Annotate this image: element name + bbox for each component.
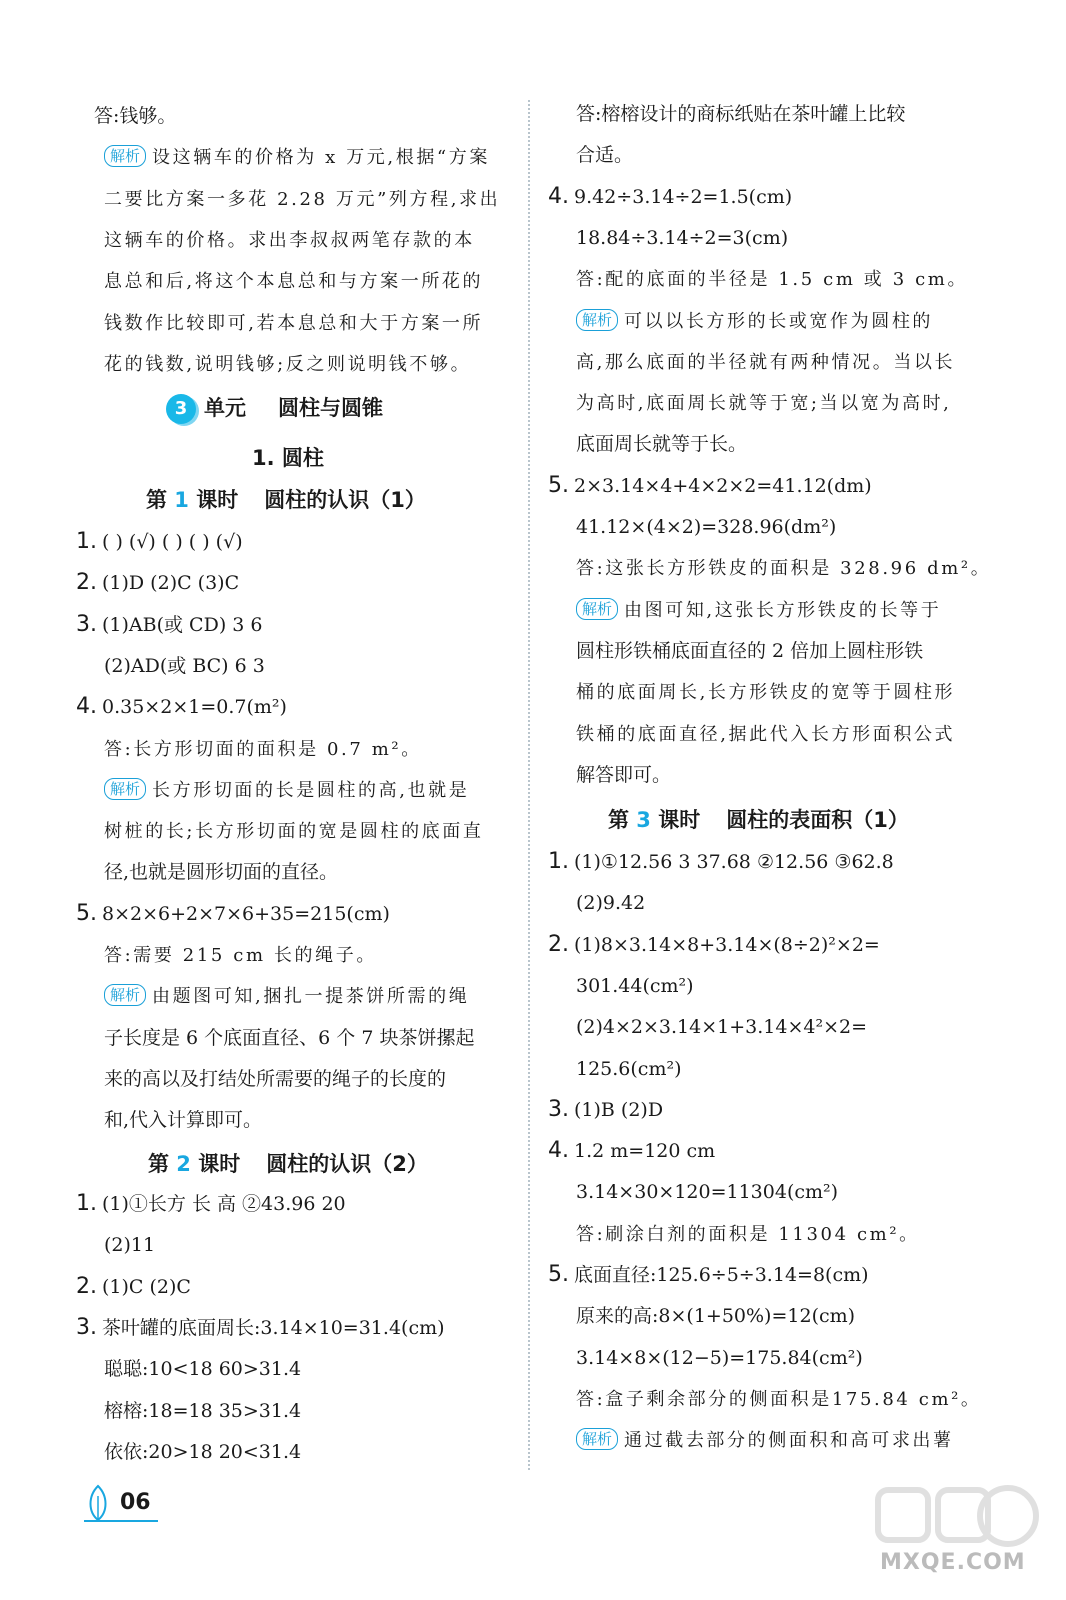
question-number: 3.: [548, 1096, 569, 1122]
line-text: 8×2×6+2×7×6+35=215(cm): [102, 902, 390, 925]
answer-line: [576, 1220, 920, 1248]
question-line: [548, 931, 880, 959]
lesson-title: 圆柱的表面积（1）: [726, 808, 909, 832]
question-number: 4.: [548, 183, 569, 209]
line-text: 依依:20>18 20<31.4: [104, 1440, 302, 1463]
question-line: [548, 848, 894, 876]
line-text: 桶的底面周长,长方形铁皮的宽等于圆柱形: [576, 682, 956, 704]
line-text: 2×3.14×4+4×2×2=41.12(dm): [574, 474, 872, 497]
lesson-number: 1: [167, 488, 197, 512]
question-line: [548, 1261, 869, 1289]
line-text: (1)8×3.14×8+3.14×(8÷2)²×2=: [574, 933, 880, 956]
question-number: 4.: [76, 694, 97, 720]
question-line: [548, 1096, 663, 1124]
question-line: [76, 611, 263, 639]
lesson-number: 2: [169, 1152, 199, 1176]
line-text: 榕榕:18=18 35>31.4: [104, 1399, 302, 1422]
analysis-tag: 解析: [104, 984, 146, 1006]
watermark-text: MXQE.COM: [880, 1550, 1026, 1575]
unit-number-badge: 3: [166, 394, 196, 424]
answer-line: [576, 1302, 855, 1330]
line-text: 答:刷涂白剂的面积是 11304 cm²。: [576, 1223, 920, 1245]
analysis-line: [104, 776, 469, 804]
answer-line: [576, 720, 955, 748]
answer-line: [576, 430, 747, 458]
answer-line: [576, 637, 923, 665]
answer-line: [104, 1438, 301, 1466]
line-text: 息总和后,将这个本息总和与方案一所花的: [104, 271, 484, 293]
page-number: 06: [120, 1490, 151, 1515]
answer-line: [576, 141, 633, 169]
line-text: (1)AB(或 CD) 3 6: [102, 613, 263, 636]
line-text: 0.35×2×1=0.7(m²): [102, 696, 287, 719]
question-number: 1.: [76, 1191, 97, 1216]
answer-line: [104, 858, 338, 886]
answer-line: [576, 348, 955, 376]
line-text: 3.14×30×120=11304(cm²): [576, 1181, 839, 1204]
question-line: [76, 900, 390, 928]
line-text: 茶叶罐的底面周长:3.14×10=31.4(cm): [102, 1316, 445, 1339]
line-text: 由图可知,这张长方形铁皮的长等于: [624, 599, 942, 621]
answer-line: [104, 1397, 301, 1425]
line-text: (2)4×2×3.14×1+3.14×4²×2=: [576, 1016, 868, 1039]
line-text: 聪聪:10<18 60>31.4: [104, 1358, 302, 1381]
line-text: (1)B (2)D: [574, 1098, 664, 1121]
lesson-heading-2: [148, 1148, 428, 1178]
question-number: 3.: [76, 1314, 97, 1340]
answer-line: [104, 1231, 155, 1259]
analysis-tag: 解析: [104, 145, 146, 167]
question-number: 2.: [76, 1273, 97, 1299]
answer-line: [576, 1178, 838, 1206]
answer-line: [576, 889, 645, 917]
line-text: 由题图可知,捆扎一提茶饼所需的绳: [152, 986, 470, 1008]
answer-line: [576, 100, 905, 128]
line-text: 9.42÷3.14÷2=1.5(cm): [574, 185, 793, 208]
answer-line: [104, 817, 483, 845]
answer-line: [94, 102, 176, 130]
lesson-suffix: 课时: [198, 1152, 241, 1176]
question-number: 3.: [76, 611, 97, 637]
line-text: (1)C (2)C: [102, 1275, 191, 1298]
line-text: 答:这张长方形铁皮的面积是 328.96 dm²。: [576, 558, 992, 580]
lesson-suffix: 课时: [196, 488, 239, 512]
line-text: 答:钱够。: [94, 105, 177, 127]
answer-line: [104, 1024, 474, 1052]
answer-line: [104, 309, 483, 337]
lesson-heading-1: [146, 484, 426, 514]
question-number: 5.: [76, 900, 97, 926]
line-text: 可以以长方形的长或宽作为圆柱的: [624, 310, 934, 332]
question-line: [548, 1137, 715, 1165]
line-text: 原来的高:8×(1+50%)=12(cm): [576, 1305, 856, 1328]
analysis-tag: 解析: [104, 778, 146, 800]
line-text: 答:榕榕设计的商标纸贴在茶叶罐上比较: [576, 103, 906, 125]
answer-line: [576, 678, 955, 706]
line-text: 径,也就是圆形切面的直径。: [104, 861, 339, 884]
answer-line: [576, 554, 991, 582]
question-line: [548, 183, 792, 211]
line-text: 答:配的底面的半径是 1.5 cm 或 3 cm。: [576, 269, 969, 291]
line-text: 答:盒子剩余部分的侧面积是175.84 cm²。: [576, 1388, 982, 1410]
line-text: 这辆车的价格。求出李叔叔两笔存款的本: [104, 229, 475, 251]
line-text: 二要比方案一多花 2.28 万元”列方程,求出: [104, 188, 501, 210]
answer-line: [576, 224, 788, 252]
question-number: 2.: [76, 570, 97, 596]
answer-line: [576, 513, 836, 541]
lesson-title: 圆柱的认识（1）: [264, 488, 426, 512]
line-text: 125.6(cm²): [576, 1057, 682, 1080]
analysis-line: [104, 143, 490, 171]
line-text: 花的钱数,说明钱够;反之则说明钱不够。: [104, 353, 472, 375]
question-line: [76, 1190, 346, 1218]
answer-line: [104, 735, 422, 763]
line-text: 圆柱形铁桶底面直径的 2 倍加上圆柱形铁: [576, 639, 924, 662]
line-text: 为高时,底面周长就等于宽;当以宽为高时,: [576, 393, 952, 415]
line-text: 和,代入计算即可。: [104, 1109, 263, 1132]
question-number: 5.: [548, 472, 569, 498]
unit-heading: [166, 392, 383, 424]
line-text: 解答即可。: [576, 763, 672, 786]
section-title: 1. 圆柱: [252, 446, 324, 470]
line-text: 来的高以及打结处所需要的绳子的长度的: [104, 1067, 447, 1090]
analysis-line: [104, 982, 469, 1010]
line-text: 18.84÷3.14÷2=3(cm): [576, 226, 789, 249]
question-number: 4.: [548, 1138, 569, 1164]
line-text: 设这辆车的价格为 x 万元,根据“方案: [152, 147, 490, 169]
question-line: [76, 528, 243, 556]
answer-line: [104, 267, 483, 295]
line-text: 钱数作比较即可,若本息总和大于方案一所: [104, 312, 484, 334]
lesson-title: 圆柱的认识（2）: [266, 1152, 428, 1176]
line-text: (1)D (2)C (3)C: [102, 572, 240, 595]
answer-line: [576, 1344, 863, 1372]
unit-label: 单元: [204, 396, 246, 420]
answer-line: [104, 941, 377, 969]
line-text: 树桩的长;长方形切面的宽是圆柱的底面直: [104, 821, 484, 843]
leaf-icon: [84, 1484, 114, 1524]
line-text: 合适。: [576, 144, 634, 167]
line-text: ( ) (√) ( ) ( ) (√): [102, 531, 243, 553]
line-text: 子长度是 6 个底面直径、6 个 7 块茶饼摞起: [104, 1026, 475, 1049]
question-number: 2.: [548, 931, 569, 957]
column-divider: [528, 100, 530, 1470]
line-text: (2)9.42: [576, 892, 646, 915]
line-text: 3.14×8×(12−5)=175.84(cm²): [576, 1346, 863, 1369]
answer-line: [104, 350, 471, 378]
question-number: 1.: [548, 849, 569, 874]
lesson-prefix: 第: [146, 488, 167, 512]
analysis-tag: 解析: [576, 1428, 618, 1450]
answer-line: [104, 1355, 301, 1383]
lesson-prefix: 第: [148, 1152, 169, 1176]
lesson-number: 3: [629, 808, 659, 832]
line-text: 高,那么底面的半径就有两种情况。当以长: [576, 351, 956, 373]
answer-line: [104, 652, 265, 680]
line-text: 通过截去部分的侧面积和高可求出薯: [624, 1430, 954, 1452]
lesson-suffix: 课时: [658, 808, 701, 832]
answer-line: [104, 1106, 262, 1134]
analysis-line: [576, 307, 933, 335]
analysis-line: [576, 596, 941, 624]
lesson-heading-3: [608, 804, 909, 834]
line-text: 301.44(cm²): [576, 974, 694, 997]
question-line: [76, 1314, 445, 1342]
line-text: 答:长方形切面的面积是 0.7 m²。: [104, 738, 422, 760]
answer-line: [576, 972, 694, 1000]
question-number: 5.: [548, 1262, 569, 1287]
line-text: 底面周长就等于长。: [576, 433, 748, 456]
line-text: 答:需要 215 cm 长的绳子。: [104, 945, 377, 966]
lesson-prefix: 第: [608, 808, 629, 832]
answer-line: [576, 761, 671, 789]
answer-line: [576, 1055, 682, 1083]
line-text: 长方形切面的长是圆柱的高,也就是: [152, 779, 470, 801]
line-text: 1.2 m=120 cm: [574, 1140, 716, 1163]
question-line: [548, 472, 872, 500]
question-number: 1.: [76, 529, 97, 554]
footer-rule: [84, 1520, 158, 1522]
answer-line: [576, 389, 952, 417]
line-text: (1)①12.56 3 37.68 ②12.56 ③62.8: [574, 851, 894, 873]
analysis-line: [576, 1426, 954, 1454]
analysis-tag: 解析: [576, 598, 618, 620]
answer-line: [104, 185, 500, 213]
analysis-tag: 解析: [576, 309, 618, 331]
question-line: [76, 569, 239, 597]
line-text: 41.12×(4×2)=328.96(dm²): [576, 516, 837, 538]
line-text: 铁桶的底面直径,据此代入长方形面积公式: [576, 723, 956, 745]
answer-line: [104, 1065, 446, 1093]
question-line: [76, 693, 287, 721]
question-line: [76, 1273, 191, 1301]
line-text: (1)①长方 长 高 ②43.96 20: [102, 1193, 346, 1215]
unit-title: 圆柱与圆锥: [278, 396, 383, 420]
line-text: 底面直径:125.6÷5÷3.14=8(cm): [574, 1264, 869, 1286]
answer-line: [576, 265, 968, 293]
line-text: (2)11: [104, 1234, 156, 1257]
answer-line: [576, 1013, 867, 1041]
line-text: (2)AD(或 BC) 6 3: [104, 654, 265, 677]
answer-line: [576, 1385, 982, 1413]
answer-line: [104, 226, 475, 254]
